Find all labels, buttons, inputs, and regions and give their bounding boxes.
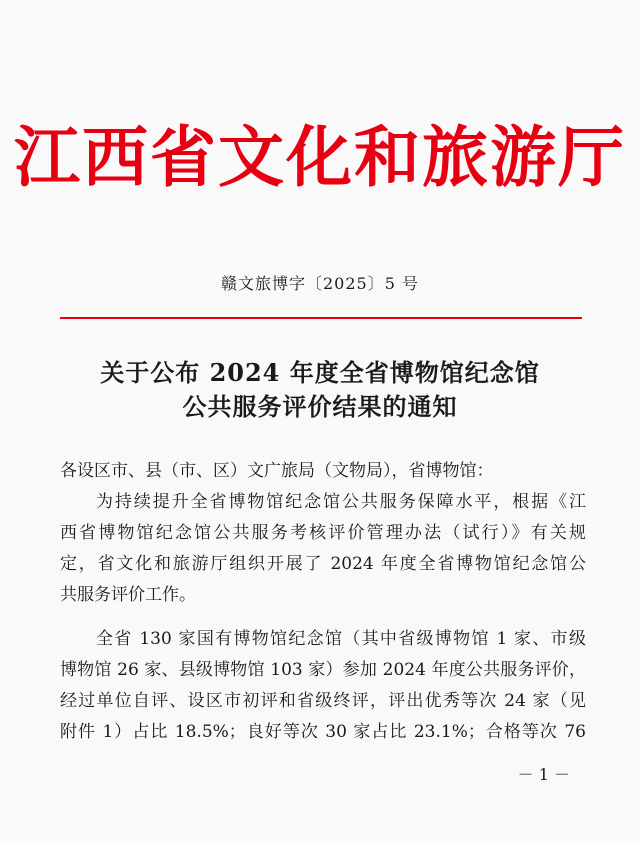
notice-title-line-1: 关于公布 2024 年度全省博物馆纪念馆: [100, 358, 540, 387]
notice-title-line-2: 公共服务评价结果的通知: [182, 392, 458, 421]
salutation: 各设区市、县（市、区）文广旅局（文物局），省博物馆：: [60, 461, 494, 481]
paragraph-line: 共服务评价工作。: [60, 585, 196, 605]
paragraph-line: 西省博物馆纪念馆公共服务考核评价管理办法（试行）》有关规: [60, 523, 586, 543]
paragraph-line: 附件 1）占比 18.5%；良好等次 30 家占比 23.1%；合格等次 76: [60, 722, 586, 742]
agency-header: 江西省文化和旅游厅: [14, 118, 626, 196]
paragraph-line: 为持续提升全省博物馆纪念馆公共服务保障水平，根据《江: [96, 492, 586, 512]
page-number: － 1 －: [517, 765, 570, 784]
document-number: 赣文旅博字〔2025〕5 号: [221, 274, 419, 293]
paragraph-line: 经过单位自评、设区市初评和省级终评，评出优秀等次 24 家（见: [60, 691, 586, 711]
paragraph-line: 全省 130 家国有博物馆纪念馆（其中省级博物馆 1 家、市级: [96, 629, 586, 649]
paragraph-line: 定，省文化和旅游厅组织开展了 2024 年度全省博物馆纪念馆公: [60, 554, 586, 574]
red-divider-line: [60, 317, 582, 319]
paragraph-line: 博物馆 26 家、县级博物馆 103 家）参加 2024 年度公共服务评价，: [60, 660, 586, 680]
